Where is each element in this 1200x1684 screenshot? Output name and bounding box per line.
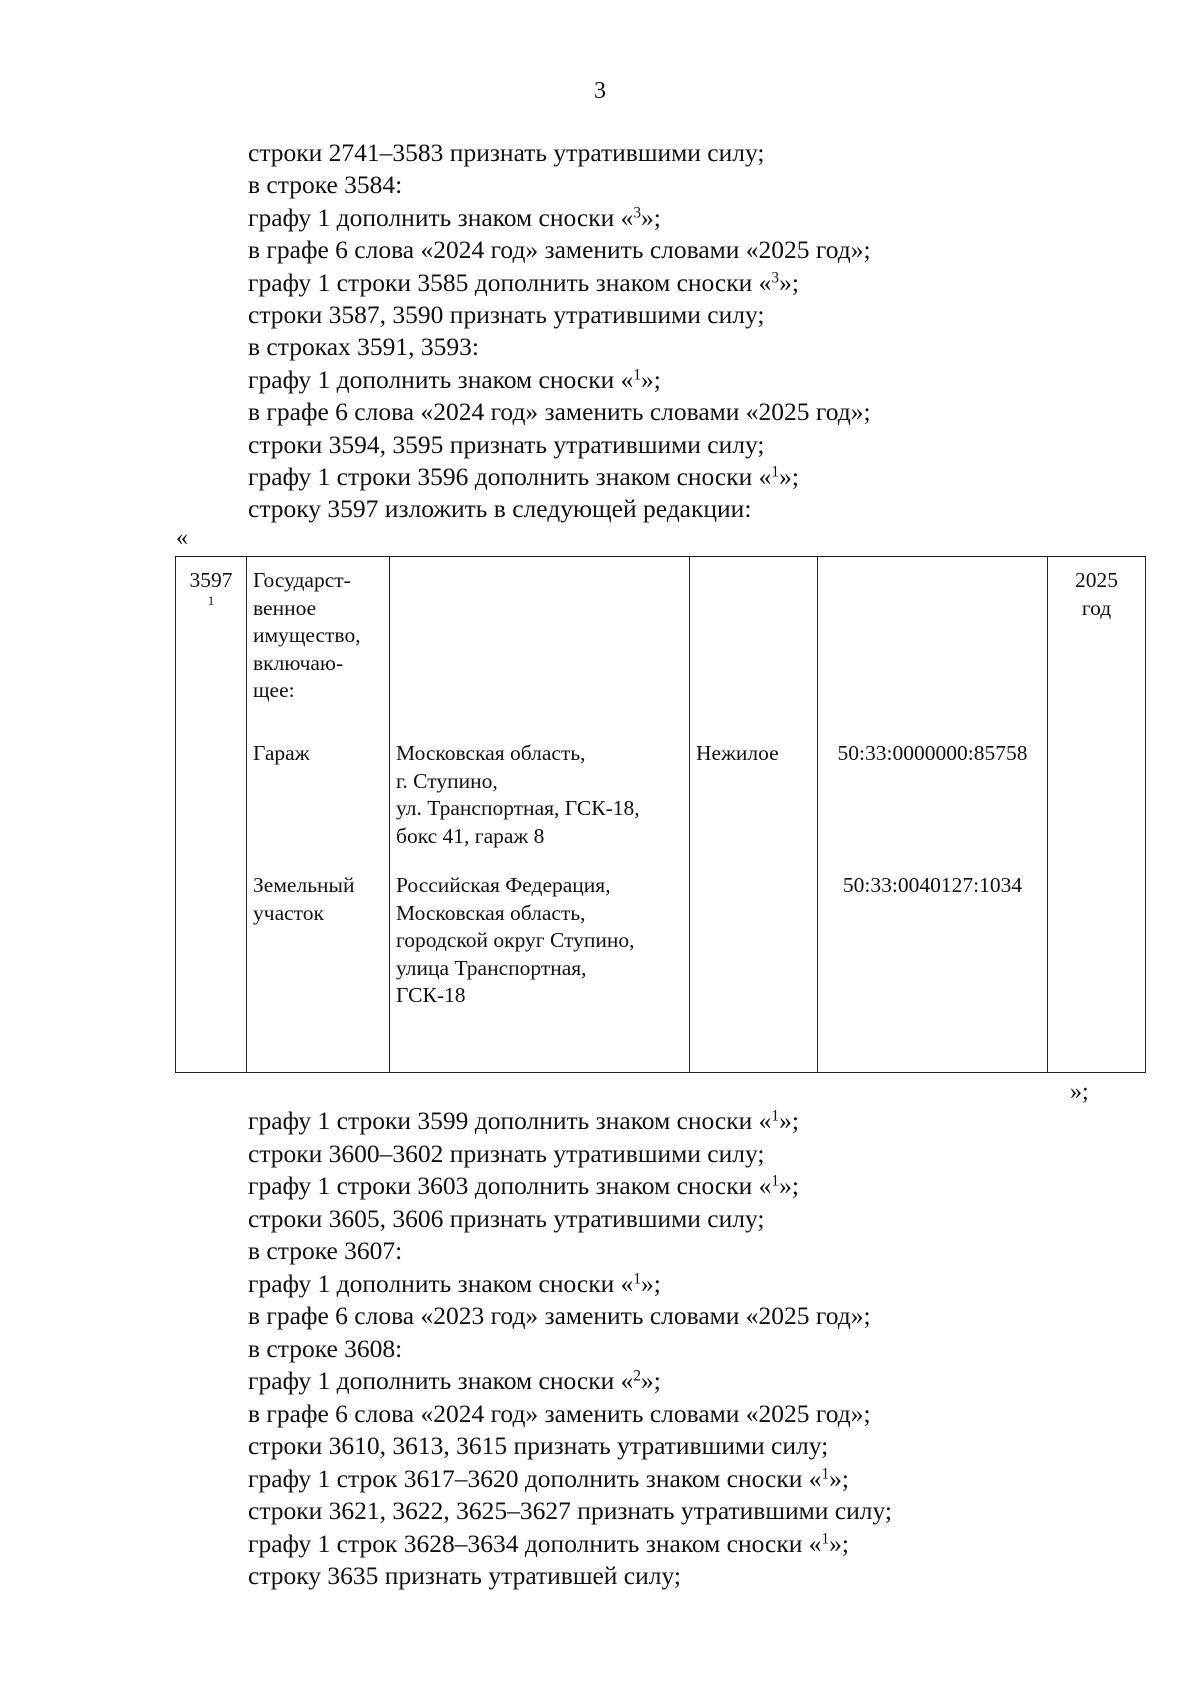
line-text: в строке 3607: — [248, 1236, 403, 1265]
line-text: строки 3610, 3613, 3615 признать утратившими силу; — [248, 1431, 829, 1460]
footnote-mark: 3 — [633, 204, 642, 222]
line-text: строки 2741–3583 признать утратившими силу; — [248, 138, 765, 167]
amendment-line — [248, 1203, 1148, 1236]
item-cadastre — [824, 567, 1041, 740]
amendment-line — [248, 396, 1148, 428]
line-text: графу 1 строки 3603 дополнить знаком сноски « — [248, 1171, 772, 1200]
footnote-mark: 2 — [633, 1367, 642, 1385]
amendment-line — [248, 1105, 1148, 1138]
amendment-line — [248, 1528, 1148, 1561]
item-address — [396, 567, 683, 740]
name-cell — [247, 557, 390, 1073]
footnote-mark: 1 — [821, 1465, 830, 1483]
line-text-end: »; — [779, 1171, 799, 1200]
line-text: в графе 6 слова «2024 год» заменить словами «2025 год»; — [248, 235, 871, 265]
amendment-line — [248, 1495, 1148, 1528]
footnote-mark: 1 — [633, 366, 642, 384]
amendment-line — [248, 1560, 1148, 1593]
amendment-line — [248, 1333, 1148, 1366]
line-text: графу 1 строк 3628–3634 дополнить знаком сноски « — [248, 1528, 822, 1558]
line-text-end: »; — [829, 1463, 850, 1493]
line-text: в графе 6 слова «2023 год» заменить словами «2025 год»; — [248, 1301, 871, 1330]
amendment-line — [248, 1300, 1148, 1333]
amendment-line — [248, 1365, 1148, 1398]
line-text: графу 1 строки 3599 дополнить знаком сноски « — [248, 1106, 772, 1135]
line-text-end: »; — [641, 364, 661, 394]
line-text: в строке 3584: — [248, 170, 403, 200]
table-row — [176, 557, 1146, 1073]
amendment-line — [248, 299, 1148, 331]
line-text: графу 1 дополнить знаком сноски « — [248, 1366, 634, 1395]
amendment-line — [248, 1398, 1148, 1431]
cadastre-cell — [818, 557, 1048, 1073]
line-text-end: »; — [641, 202, 661, 232]
amendment-line — [248, 1430, 1148, 1463]
amendment-line — [248, 429, 1148, 461]
amendment-line — [248, 331, 1148, 363]
footnote-mark: 1 — [771, 463, 780, 481]
line-text-end: »; — [779, 462, 799, 492]
item-name: Земельный участок — [253, 873, 355, 925]
amendment-line — [248, 461, 1148, 493]
amendment-line — [248, 364, 1148, 396]
entry-table — [175, 556, 1146, 1073]
item-type — [696, 567, 811, 740]
year-cell — [1048, 557, 1146, 1073]
amendment-line — [248, 267, 1148, 299]
amendment-line — [248, 202, 1148, 234]
amendment-line — [248, 1235, 1148, 1268]
item-type — [696, 872, 811, 1004]
amendment-line — [248, 1268, 1148, 1301]
line-text-end: »; — [779, 267, 799, 297]
line-text: графу 1 дополнить знаком сноски « — [248, 202, 634, 232]
item-type: Нежилое — [696, 741, 779, 765]
amendment-line — [248, 169, 1148, 201]
footnote-mark: 1 — [771, 1172, 780, 1190]
amendment-line — [248, 1463, 1148, 1496]
footnote-mark: 3 — [771, 269, 780, 287]
amendment-line — [248, 234, 1148, 266]
line-text: графу 1 строк 3617–3620 дополнить знаком сноски « — [248, 1463, 822, 1493]
line-text: в строке 3608: — [248, 1333, 403, 1363]
footnote-mark: 1 — [771, 1107, 780, 1125]
item-address: Российская Федерация, Московская область, городской округ Ступино, улица Транспортная, ГСК-18 — [396, 873, 635, 1007]
line-text: графу 1 дополнить знаком сноски « — [248, 1268, 634, 1298]
line-text-end: »; — [641, 1268, 661, 1298]
item-address: Московская область, г. Ступино, ул. Транспортная, ГСК-18, бокс 41, гараж 8 — [396, 741, 640, 848]
amendments-list-bottom — [248, 1105, 1148, 1593]
line-text-end: »; — [779, 1106, 799, 1135]
line-text-end: »; — [829, 1528, 850, 1558]
line-text: графу 1 строки 3596 дополнить знаком сноски « — [248, 462, 772, 492]
line-text: строки 3587, 3590 признать утратившими силу; — [248, 300, 765, 330]
line-text: строку 3635 признать утратившей силу; — [248, 1561, 681, 1590]
amendments-list-top — [248, 137, 1148, 526]
row-number: 3597 — [189, 568, 233, 592]
row-number-cell — [176, 557, 247, 1073]
opening-quote: « — [176, 525, 188, 551]
year-value: 2025 год — [1075, 568, 1118, 620]
item-cadastre: 50:33:0000000:85758 — [837, 741, 1028, 765]
line-text: строки 3621, 3622, 3625–3627 признать утратившими силу; — [248, 1496, 892, 1525]
footnote-mark: 1 — [633, 1270, 642, 1288]
address-cell — [390, 557, 690, 1073]
item-cadastre: 50:33:0040127:1034 — [842, 873, 1023, 897]
line-text: строки 3600–3602 признать утратившими силу; — [248, 1138, 765, 1168]
closing-quote: »; — [1070, 1079, 1089, 1105]
item-name: Государст- венное имущество, включаю- щее: — [253, 568, 361, 702]
type-cell — [690, 557, 818, 1073]
item-name: Гараж — [253, 741, 310, 765]
line-text: графу 1 дополнить знаком сноски « — [248, 364, 634, 394]
amendment-line — [248, 137, 1148, 169]
amendment-line — [248, 493, 1148, 525]
amendment-line — [248, 1170, 1148, 1203]
line-text: в строках 3591, 3593: — [248, 332, 479, 362]
line-text: строки 3605, 3606 признать утратившими силу; — [248, 1203, 765, 1233]
line-text-end: »; — [641, 1366, 661, 1395]
footnote-mark: 1 — [821, 1530, 830, 1548]
line-text: строку 3597 изложить в следующей редакции: — [248, 494, 752, 524]
line-text: в графе 6 слова «2024 год» заменить словами «2025 год»; — [248, 397, 871, 427]
line-text: в графе 6 слова «2024 год» заменить словами «2025 год»; — [248, 1398, 871, 1428]
line-text: строки 3594, 3595 признать утратившими силу; — [248, 429, 765, 459]
line-text: графу 1 строки 3585 дополнить знаком сноски « — [248, 267, 772, 297]
row-number-footnote: 1 — [207, 592, 215, 608]
page-number: 3 — [594, 78, 606, 104]
amendment-line — [248, 1138, 1148, 1171]
